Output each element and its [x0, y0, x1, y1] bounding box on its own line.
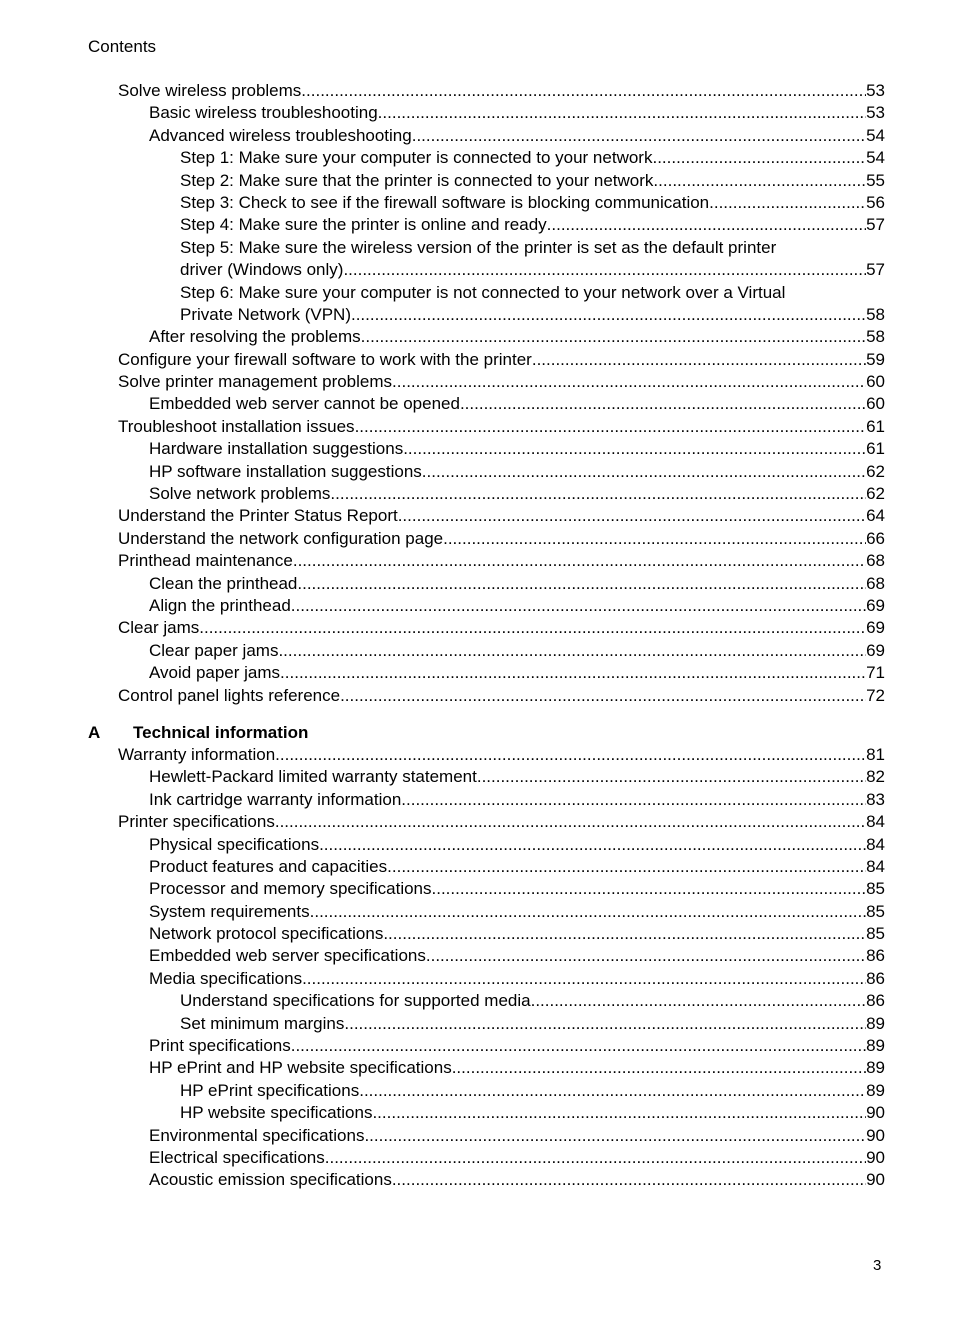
- toc-leader-dots: [301, 80, 866, 102]
- toc-entry[interactable]: [0, 147, 885, 169]
- toc-leader-dots: [291, 595, 866, 617]
- toc-entry[interactable]: [0, 662, 885, 684]
- toc-entry-title: Solve wireless problems: [118, 81, 302, 100]
- running-header: Contents: [88, 37, 157, 56]
- toc-entry[interactable]: [0, 1125, 885, 1147]
- toc-entry[interactable]: [0, 1013, 885, 1035]
- toc-entry[interactable]: [0, 483, 885, 505]
- toc-entry-title: Troubleshoot installation issues: [118, 416, 355, 436]
- toc-entry-page: 53: [866, 81, 885, 100]
- toc-leader-dots: [340, 685, 866, 707]
- toc-leader-dots: [532, 349, 866, 371]
- toc-entry-title: Private Network (VPN): [180, 304, 351, 324]
- toc-entry-page: 85: [866, 901, 885, 921]
- toc-entry-title: Clear jams: [118, 618, 200, 638]
- toc-entry[interactable]: [0, 595, 885, 617]
- toc-entry-page: 61: [866, 439, 885, 459]
- toc-entry[interactable]: [0, 878, 885, 900]
- toc-entry-page: 58: [866, 304, 885, 324]
- toc-entry[interactable]: [0, 125, 885, 147]
- toc-entry[interactable]: [0, 1102, 885, 1124]
- toc-entry-title: HP ePrint and HP website specifications: [149, 1058, 452, 1078]
- toc-entry-title: Understand the Printer Status Report: [118, 506, 398, 526]
- toc-leader-dots: [653, 170, 866, 192]
- toc-entry-page: 55: [866, 170, 885, 190]
- toc-leader-dots: [443, 528, 866, 550]
- toc-entry[interactable]: [0, 237, 885, 259]
- toc-entry[interactable]: [0, 685, 885, 707]
- toc-entry-page: 90: [866, 1103, 885, 1123]
- toc-entry-page: 60: [866, 394, 885, 414]
- toc-entry[interactable]: [0, 789, 885, 811]
- toc-entry[interactable]: [0, 573, 885, 595]
- toc-entry-page: 58: [866, 327, 885, 347]
- toc-leader-dots: [359, 1080, 866, 1102]
- toc-entry[interactable]: [0, 1080, 885, 1102]
- toc-entry[interactable]: [0, 923, 885, 945]
- toc-entry-page: 60: [866, 372, 885, 392]
- toc-entry-page: 68: [866, 551, 885, 571]
- toc-entry-title: Environmental specifications: [149, 1125, 365, 1145]
- toc-leader-dots: [310, 901, 866, 923]
- toc-entry-title: Embedded web server cannot be opened: [149, 394, 460, 414]
- toc-entry-title: Ink cartridge warranty information: [149, 789, 402, 809]
- toc-entry-title: Network protocol specifications: [149, 924, 384, 944]
- toc-entry-page: 82: [866, 767, 885, 787]
- toc-entry-page: 84: [866, 812, 885, 832]
- toc-entry-title: Understand the network configuration page: [118, 528, 444, 548]
- toc-entry[interactable]: [0, 528, 885, 550]
- toc-entry-page: 89: [866, 1080, 885, 1100]
- toc-entry[interactable]: [0, 259, 885, 281]
- toc-entry-title: Solve network problems: [149, 484, 331, 504]
- toc-leader-dots: [392, 371, 866, 393]
- toc-entry-page: 86: [866, 968, 885, 988]
- toc-entry-page: 68: [866, 573, 885, 593]
- toc-leader-dots: [387, 856, 866, 878]
- toc-leader-dots: [199, 617, 866, 639]
- toc-entry-title: driver (Windows only): [180, 260, 344, 280]
- toc-entry[interactable]: [0, 80, 885, 102]
- toc-entry-title: Embedded web server specifications: [149, 946, 426, 966]
- toc-entry-page: 89: [866, 1013, 885, 1033]
- toc-entry[interactable]: [0, 617, 885, 639]
- toc-entry-title: System requirements: [149, 901, 310, 921]
- toc-entry-page: 90: [866, 1125, 885, 1145]
- toc-section-troubleshooting: [0, 80, 954, 707]
- toc-entry[interactable]: [0, 282, 885, 304]
- toc-entry-page: 56: [866, 192, 885, 212]
- toc-entry[interactable]: [0, 326, 885, 348]
- toc-leader-dots: [652, 147, 866, 169]
- toc-entry-page: 57: [866, 215, 885, 235]
- toc-leader-dots: [297, 573, 866, 595]
- toc-entry-page: 59: [866, 349, 885, 369]
- toc-entry[interactable]: [0, 1169, 885, 1191]
- toc-entry-title: Align the printhead: [149, 595, 291, 615]
- toc-leader-dots: [392, 1169, 866, 1191]
- toc-entry-page: 54: [866, 125, 885, 145]
- toc-entry[interactable]: [0, 1057, 885, 1079]
- toc-leader-dots: [325, 1147, 866, 1169]
- toc-entry-page: 85: [866, 924, 885, 944]
- toc-entry[interactable]: [0, 438, 885, 460]
- toc-entry-title: Clear paper jams: [149, 640, 279, 660]
- toc-entry-title: Print specifications: [149, 1036, 291, 1056]
- appendix-heading[interactable]: [0, 722, 954, 744]
- toc-leader-dots: [330, 483, 866, 505]
- toc-entry-title: Processor and memory specifications: [149, 879, 432, 899]
- toc-leader-dots: [364, 1125, 866, 1147]
- toc-entry-page: 66: [866, 528, 885, 548]
- toc-entry[interactable]: [0, 304, 885, 326]
- toc-leader-dots: [531, 990, 866, 1012]
- toc-entry-title: Advanced wireless troubleshooting: [149, 125, 412, 145]
- toc-entry-page: 71: [866, 663, 885, 683]
- toc-entry-page: 81: [866, 744, 885, 764]
- toc-entry-title: Understand specifications for supported media: [180, 991, 531, 1011]
- toc-entry-page: 62: [866, 484, 885, 504]
- toc-entry-title: Control panel lights reference: [118, 685, 341, 705]
- toc-leader-dots: [383, 923, 866, 945]
- toc-entry-page: 85: [866, 879, 885, 899]
- toc-entry-page: 89: [866, 1058, 885, 1078]
- toc-entry-title: Printer specifications: [118, 812, 275, 832]
- toc-entry[interactable]: [0, 990, 885, 1012]
- toc-entry-title: Hewlett-Packard limited warranty statement: [149, 767, 477, 787]
- toc-leader-dots: [361, 326, 866, 348]
- toc-entry[interactable]: [0, 192, 885, 214]
- toc-entry-title: Set minimum margins: [180, 1013, 345, 1033]
- toc-entry-title: Solve printer management problems: [118, 372, 393, 392]
- toc-entry[interactable]: [0, 766, 885, 788]
- toc-entry-title: Product features and capacities: [149, 856, 388, 876]
- toc-leader-dots: [547, 214, 866, 236]
- toc-entry[interactable]: [0, 811, 885, 833]
- toc-entry[interactable]: [0, 1147, 885, 1169]
- toc-leader-dots: [452, 1057, 866, 1079]
- toc-entry[interactable]: [0, 170, 885, 192]
- toc-entry[interactable]: [0, 349, 885, 371]
- toc-entry[interactable]: [0, 834, 885, 856]
- toc-leader-dots: [280, 662, 866, 684]
- toc-entry-title: Avoid paper jams: [149, 663, 281, 683]
- toc-leader-dots: [422, 461, 866, 483]
- toc-entry-page: 61: [866, 416, 885, 436]
- toc-entry-title: Step 5: Make sure the wireless version of the printer is set as the default printer: [180, 237, 777, 257]
- toc-leader-dots: [403, 438, 866, 460]
- toc-entry-title: Basic wireless troubleshooting: [149, 103, 378, 123]
- toc-entry-title: HP software installation suggestions: [149, 461, 422, 481]
- toc-entry[interactable]: [0, 416, 885, 438]
- toc-entry-page: 62: [866, 461, 885, 481]
- toc-entry[interactable]: [0, 1035, 885, 1057]
- toc-entry-title: HP ePrint specifications: [180, 1080, 360, 1100]
- appendix-letter: A: [88, 722, 101, 742]
- toc-entry-page: 83: [866, 789, 885, 809]
- toc-entry-title: Warranty information: [118, 744, 276, 764]
- toc-entry[interactable]: [0, 744, 885, 766]
- toc-entry-page: 69: [866, 618, 885, 638]
- toc-entry-page: 90: [866, 1170, 885, 1190]
- toc-entry-title: Configure your firewall software to work with the printer: [118, 349, 532, 369]
- toc-entry[interactable]: [0, 640, 885, 662]
- toc-entry[interactable]: [0, 461, 885, 483]
- toc-entry-title: Electrical specifications: [149, 1147, 325, 1167]
- toc-entry-title: Clean the printhead: [149, 573, 298, 593]
- toc-entry-title: Hardware installation suggestions: [149, 439, 404, 459]
- toc-entry-page: 64: [866, 506, 885, 526]
- toc-entry-page: 89: [866, 1036, 885, 1056]
- toc-entry-page: 90: [866, 1147, 885, 1167]
- toc-leader-dots: [398, 505, 866, 527]
- toc-entry[interactable]: [0, 102, 885, 124]
- toc-entry-page: 84: [866, 834, 885, 854]
- toc-entry-title: Step 3: Check to see if the firewall software is blocking communication: [180, 192, 710, 212]
- toc-entry[interactable]: [0, 968, 885, 990]
- toc-leader-dots: [412, 125, 866, 147]
- toc-entry-title: Step 4: Make sure the printer is online and ready: [180, 215, 547, 235]
- toc-leader-dots: [432, 878, 867, 900]
- toc-leader-dots: [709, 192, 866, 214]
- toc-leader-dots: [426, 945, 866, 967]
- toc-entry-title: Physical specifications: [149, 834, 320, 854]
- toc-leader-dots: [319, 834, 866, 856]
- toc-entry[interactable]: [0, 901, 885, 923]
- toc-entry[interactable]: [0, 856, 885, 878]
- toc-leader-dots: [372, 1102, 866, 1124]
- toc-entry[interactable]: [0, 505, 885, 527]
- appendix-title: Technical information: [133, 722, 309, 742]
- toc-leader-dots: [302, 968, 866, 990]
- toc-entry[interactable]: [0, 214, 885, 236]
- toc-entry-page: 84: [866, 856, 885, 876]
- toc-entry[interactable]: [0, 393, 885, 415]
- toc-leader-dots: [291, 1035, 866, 1057]
- toc-entry[interactable]: [0, 945, 885, 967]
- toc-entry-title: HP website specifications: [180, 1103, 373, 1123]
- toc-entry-title: Step 2: Make sure that the printer is connected to your network: [180, 170, 654, 190]
- page-number: 3: [873, 1257, 882, 1274]
- toc-entry-title: Step 6: Make sure your computer is not connected to your network over a Virtual: [180, 282, 786, 302]
- toc-leader-dots: [355, 416, 867, 438]
- toc-leader-dots: [343, 259, 866, 281]
- toc-section-technical-information: [0, 744, 954, 1192]
- toc-entry-title: Step 1: Make sure your computer is connected to your network: [180, 148, 653, 168]
- table-of-contents: [0, 80, 954, 1192]
- toc-leader-dots: [278, 640, 866, 662]
- toc-entry-page: 69: [866, 595, 885, 615]
- toc-entry-page: 72: [866, 685, 885, 705]
- toc-leader-dots: [351, 304, 866, 326]
- toc-entry-title: Acoustic emission specifications: [149, 1170, 392, 1190]
- toc-leader-dots: [477, 766, 866, 788]
- toc-leader-dots: [460, 393, 866, 415]
- toc-entry-title: Printhead maintenance: [118, 551, 293, 571]
- toc-leader-dots: [378, 102, 866, 124]
- toc-entry-page: 86: [866, 991, 885, 1011]
- toc-entry-page: 69: [866, 640, 885, 660]
- toc-entry-title: After resolving the problems: [149, 327, 361, 347]
- toc-entry-page: 53: [866, 103, 885, 123]
- toc-entry[interactable]: [0, 371, 885, 393]
- toc-entry-title: Media specifications: [149, 968, 303, 988]
- toc-leader-dots: [401, 789, 866, 811]
- toc-entry-page: 86: [866, 946, 885, 966]
- toc-entry-page: 54: [866, 148, 885, 168]
- toc-leader-dots: [344, 1013, 866, 1035]
- toc-leader-dots: [293, 550, 866, 572]
- toc-entry[interactable]: [0, 550, 885, 572]
- toc-leader-dots: [275, 744, 866, 766]
- toc-leader-dots: [275, 811, 866, 833]
- toc-entry-page: 57: [866, 260, 885, 280]
